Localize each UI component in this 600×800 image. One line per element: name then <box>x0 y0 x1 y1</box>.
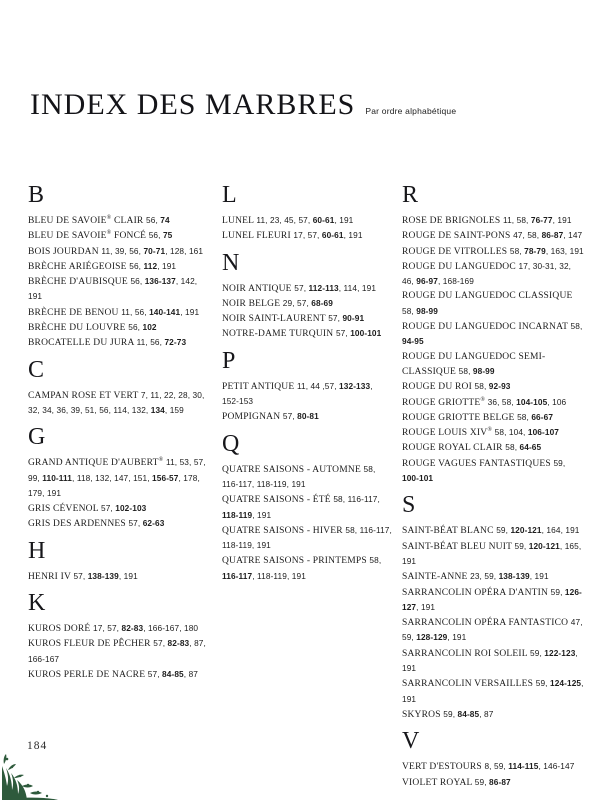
index-entry <box>402 379 584 394</box>
page-ref-primary: 110-111 <box>42 472 73 483</box>
index-entry <box>402 615 584 646</box>
index-entry <box>402 569 584 584</box>
page-ref-primary: 90-91 <box>342 313 365 324</box>
page-ref: 29, 57, <box>282 297 312 308</box>
page-ref-primary: 128-129 <box>416 632 448 643</box>
page-ref-primary: 156-57 <box>152 472 179 483</box>
marble-name: NOIR SAINT-LAURENT <box>222 314 326 325</box>
page-ref: 56, <box>146 215 161 225</box>
index-entry <box>222 379 392 410</box>
index-entry <box>402 319 584 350</box>
index-section-l <box>222 182 392 244</box>
page-ref: 11, 23, 45, 57, <box>256 215 313 225</box>
page-ref: 57, <box>100 503 116 514</box>
page-ref-primary: 116-117 <box>222 570 253 581</box>
page-ref: 23, 59, <box>470 571 499 582</box>
page-ref-primary: 82-83 <box>121 623 144 634</box>
index-entry <box>28 228 212 243</box>
index-entry <box>28 305 212 320</box>
index-entry <box>402 539 584 570</box>
page-ref: 57, <box>282 411 298 422</box>
index-entry <box>222 523 392 554</box>
page-ref: , 147 <box>563 230 583 241</box>
page-ref: , 191 <box>552 215 572 225</box>
page-ref: 17, 30-31, 32, 46, <box>402 260 572 287</box>
page-ref: 57, <box>153 638 168 649</box>
index-entry <box>28 213 212 228</box>
section-letter: S <box>402 492 416 519</box>
page-ref-primary: 86-87 <box>541 230 564 241</box>
marble-name: ROUGE GRIOTTE® <box>402 396 486 408</box>
marble-name: ROUGE GRIOTTE BELGE <box>402 412 515 423</box>
marble-name: ROUGE VAGUES FANTASTIQUES <box>402 458 551 469</box>
index-entry <box>402 440 584 455</box>
marble-name: ROUGE DE VITROLLES <box>402 246 508 257</box>
page-ref-primary: 70-71 <box>143 245 166 256</box>
page-ref: , 191 <box>447 632 467 643</box>
page-ref: , 191 <box>343 230 363 241</box>
page-ref: , 142, 191 <box>28 276 198 302</box>
section-letter: R <box>402 182 419 208</box>
section-letter: K <box>28 590 46 617</box>
index-entry <box>402 775 584 790</box>
marble-name: KUROS PERLE DE NACRE <box>28 669 146 680</box>
registered-mark: ® <box>158 457 164 464</box>
page-ref-primary: 112 <box>143 260 158 271</box>
page-ref: 58, <box>369 555 382 566</box>
index-section-c <box>28 357 212 419</box>
index-entry <box>222 462 392 493</box>
page-ref: 57, <box>328 313 343 324</box>
page-ref-primary: 76-77 <box>530 215 553 225</box>
index-section-h <box>28 538 212 584</box>
page-ref: , 191 <box>402 678 584 704</box>
page-ref-primary: 120-121 <box>528 540 560 551</box>
index-column <box>402 182 594 790</box>
section-letter: G <box>28 424 46 451</box>
page-ref-primary: 96-97 <box>416 276 438 287</box>
marble-name: ROUGE DU LANGUEDOC <box>402 261 516 272</box>
marble-name: QUATRE SAISONS - ÉTÉ <box>222 495 331 506</box>
registered-mark: ® <box>480 396 486 403</box>
page-ref: 58, <box>570 321 583 332</box>
marble-name: BOIS JOURDAN <box>28 246 99 257</box>
page-ref-primary: 122-123 <box>544 647 576 658</box>
page-ref: 17, 57, <box>293 230 322 241</box>
marble-name: HENRI IV <box>28 571 71 582</box>
marble-name: BLEU DE SAVOIE® CLAIR <box>28 214 144 226</box>
marble-name: SARRANCOLIN VERSAILLES <box>402 679 534 690</box>
page-ref: 58, <box>517 411 532 422</box>
marble-name: BROCATELLE DU JURA <box>28 338 134 349</box>
page-ref-primary: 132-133 <box>339 380 371 391</box>
index-entry <box>28 274 212 305</box>
page-ref: , 118, 132, 147, 151, <box>72 472 153 483</box>
section-letter: L <box>222 182 237 208</box>
page-ref: 47, 58, <box>513 230 542 241</box>
marble-name: KUROS FLEUR DE PÊCHER <box>28 639 151 650</box>
page-ref: , 164, 191 <box>541 525 580 536</box>
index-entry <box>28 388 212 419</box>
page-number: 184 <box>27 740 48 752</box>
page-ref: , 87 <box>479 708 494 719</box>
page-ref: , 191 <box>334 215 354 225</box>
index-columns <box>28 182 594 790</box>
index-entry <box>28 667 212 682</box>
page-ref: , 191 <box>157 260 177 271</box>
page-header <box>30 88 580 122</box>
page-ref: 59, <box>514 540 529 551</box>
index-entry <box>222 409 392 424</box>
index-entry <box>402 395 584 410</box>
marble-name: LUNEL <box>222 216 254 226</box>
index-entry <box>28 501 212 516</box>
index-column <box>28 182 222 790</box>
page-ref: , 159 <box>164 404 184 415</box>
registered-mark: ® <box>106 214 112 221</box>
page-ref-primary: 86-87 <box>489 776 511 787</box>
marble-name: PETIT ANTIQUE <box>222 381 295 392</box>
page-ref: 59, <box>530 647 545 658</box>
index-section-n <box>222 250 392 342</box>
page-ref: 57, <box>335 328 351 339</box>
index-entry <box>28 516 212 531</box>
marble-name: SKYROS <box>402 709 441 720</box>
page-ref-primary: 62-63 <box>142 518 165 529</box>
index-entry <box>402 410 584 425</box>
page-ref-primary: 138-139 <box>498 571 530 582</box>
section-letter: V <box>402 728 420 755</box>
index-entry <box>402 259 584 290</box>
page-ref: 56, <box>128 322 143 333</box>
index-section-g <box>28 424 212 531</box>
marble-name: ROUGE ROYAL CLAIR <box>402 443 503 454</box>
index-section-v <box>402 728 584 790</box>
page-ref-primary: 114-115 <box>508 761 539 772</box>
marble-name: GRIS CÉVENOL <box>28 504 99 515</box>
page-ref-primary: 118-119 <box>222 509 253 520</box>
page-ref: 56, <box>129 260 144 271</box>
marble-name: KUROS DORÉ <box>28 624 91 635</box>
page-ref: 58, 104, <box>494 427 528 438</box>
page-ref: 58, <box>474 381 489 392</box>
marble-name: VERT D'ESTOURS <box>402 762 482 773</box>
page-ref: , 191 <box>180 306 200 317</box>
page-ref: , 191 <box>529 571 549 582</box>
marble-name: SAINTE-ANNE <box>402 572 468 583</box>
page-ref: , 191 <box>118 570 138 581</box>
marble-name: ROUGE LOUIS XIV® <box>402 427 493 439</box>
page-ref-primary: 72-73 <box>164 337 187 348</box>
marble-name: NOIR ANTIQUE <box>222 283 292 294</box>
page-ref-primary: 60-61 <box>312 215 335 225</box>
page-ref-primary: 80-81 <box>297 411 319 422</box>
page-ref: 58, <box>505 442 520 453</box>
index-entry <box>28 259 212 274</box>
marble-name: BRÈCHE D'AUBISQUE <box>28 277 128 288</box>
page-ref-primary: 138-139 <box>87 570 119 581</box>
page-ref: 59, <box>496 525 511 536</box>
marble-name: SAINT-BÉAT BLANC <box>402 526 494 537</box>
marble-name: SAINT-BÉAT BLEU NUIT <box>402 541 512 552</box>
page-ref: , 165, 191 <box>402 540 582 566</box>
index-entry <box>402 350 584 380</box>
page-ref-primary: 94-95 <box>402 336 424 347</box>
page-ref: 59, <box>443 708 458 719</box>
page-ref: 8, 59, <box>484 761 509 772</box>
page-ref: 58, 116-117, 118-119, 191 <box>222 524 392 551</box>
marble-name: VIOLET ROYAL <box>402 777 473 788</box>
marble-name: BRÈCHE ARIÉGEOISE <box>28 261 127 272</box>
page-ref: 56, <box>148 230 163 241</box>
page-ref-primary: 92-93 <box>488 381 511 392</box>
marble-name: SARRANCOLIN ROI SOLEIL <box>402 648 528 659</box>
index-entry <box>28 636 212 667</box>
marble-name: ROUGE DU LANGUEDOC CLASSIQUE <box>402 291 573 302</box>
page-ref: , 106 <box>547 396 567 407</box>
page-ref: 11, 56, <box>121 306 150 317</box>
page-ref-primary: 120-121 <box>510 525 542 536</box>
page-ref-primary: 60-61 <box>321 230 344 241</box>
marble-name: ROUGE DU LANGUEDOC SEMI-CLASSIQUE <box>402 351 546 377</box>
page-ref: 11, 39, 56, <box>101 245 144 256</box>
index-entry <box>28 320 212 335</box>
marble-name: BRÈCHE DE BENOU <box>28 307 119 318</box>
marble-name: QUATRE SAISONS - AUTOMNE <box>222 464 361 475</box>
page-ref: 58, <box>402 305 417 316</box>
marble-name: LUNEL FLEURI <box>222 231 291 242</box>
page-ref: , 168-169 <box>437 276 474 287</box>
index-section-k <box>28 590 212 682</box>
index-entry <box>28 244 212 259</box>
page-ref-primary: 98-99 <box>416 305 438 316</box>
page-ref: 58, <box>458 365 473 376</box>
index-entry <box>402 425 584 440</box>
page-ref-primary: 100-101 <box>402 473 434 484</box>
page-ref-primary: 84-85 <box>457 708 480 719</box>
page-ref-primary: 66-67 <box>531 411 554 422</box>
marble-name: CAMPAN ROSE ET VERT <box>28 390 139 401</box>
index-entry <box>402 523 584 538</box>
page-ref: 59, <box>535 678 550 689</box>
section-letter: H <box>28 537 46 564</box>
page-title: INDEX DES MARBRES <box>30 88 356 121</box>
index-entry <box>222 228 392 243</box>
page-ref: , 87, 166-167 <box>28 638 206 664</box>
index-section-q <box>222 431 392 584</box>
page-ref: , 128, 161 <box>165 245 204 256</box>
marble-name: QUATRE SAISONS - PRINTEMPS <box>222 556 367 567</box>
index-section-s <box>402 492 584 722</box>
page-ref: 57, <box>73 570 88 581</box>
marble-name: BRÈCHE DU LOUVRE <box>28 323 126 334</box>
registered-mark: ® <box>487 427 493 433</box>
page-ref: 17, 57, <box>93 623 122 634</box>
index-section-r <box>402 182 584 486</box>
page-ref-primary: 68-69 <box>311 297 333 308</box>
page-ref-primary: 75 <box>162 230 173 241</box>
index-entry <box>402 244 584 259</box>
index-entry <box>222 296 392 311</box>
index-entry <box>222 213 392 228</box>
index-entry <box>222 281 392 296</box>
index-entry <box>222 492 392 523</box>
page-ref: , 146-147 <box>538 761 575 772</box>
index-entry <box>222 326 392 341</box>
section-letter: Q <box>222 430 240 457</box>
page-ref-primary: 64-65 <box>519 442 542 453</box>
index-entry <box>402 676 584 707</box>
marble-name: SARRANCOLIN OPÉRA D'ANTIN <box>402 587 549 598</box>
page-ref-primary: 102 <box>142 322 157 333</box>
page-ref-primary: 112-113 <box>308 282 339 293</box>
section-letter: P <box>222 347 236 374</box>
page-ref-primary: 106-107 <box>527 427 560 438</box>
page-ref: 56, <box>130 276 145 287</box>
page-ref: , 114, 191 <box>338 282 377 293</box>
page-ref: 7, 11, 22, 28, 30, 32, 34, 36, 39, 51, 56, 114, 132, <box>28 389 205 415</box>
index-entry <box>402 228 584 243</box>
page-ref: , 191 <box>252 509 272 520</box>
page-ref: , 118-119, 191 <box>252 570 306 581</box>
page-ref-primary: 98-99 <box>472 365 495 376</box>
index-entry <box>402 456 584 487</box>
page-ref: 57, <box>147 668 163 679</box>
index-entry <box>402 646 584 677</box>
index-section-b <box>28 182 212 351</box>
marble-name: QUATRE SAISONS - HIVER <box>222 525 343 536</box>
page-ref: , 163, 191 <box>545 245 584 256</box>
page-ref-primary: 104-105 <box>516 396 548 407</box>
page-ref: 57, <box>294 282 309 293</box>
section-letter: B <box>28 182 45 208</box>
botanical-corner-flourish-icon <box>0 752 58 800</box>
index-section-p <box>222 348 392 425</box>
page-ref-primary: 74 <box>160 215 170 225</box>
index-entry <box>222 553 392 584</box>
page-ref-primary: 136-137 <box>144 276 176 287</box>
marble-name: NOTRE-DAME TURQUIN <box>222 329 334 340</box>
registered-mark: ® <box>106 230 112 237</box>
index-entry <box>28 335 212 350</box>
marble-name: NOIR BELGE <box>222 298 281 309</box>
page-ref: 59, <box>550 586 565 597</box>
page-subtitle: Par ordre alphabétique <box>365 106 457 116</box>
page-ref: , 191 <box>402 647 578 674</box>
index-entry <box>28 621 212 636</box>
index-column <box>222 182 402 790</box>
page-ref-primary: 134 <box>150 404 165 415</box>
section-letter: N <box>222 249 240 276</box>
marble-name: SARRANCOLIN OPÉRA FANTASTICO <box>402 618 569 629</box>
page-ref-primary: 126-127 <box>402 586 582 612</box>
marble-name: GRAND ANTIQUE D'AUBERT® <box>28 457 164 469</box>
index-entry <box>402 759 584 774</box>
index-entry <box>402 707 584 722</box>
page-ref: , 166-167, 180 <box>143 623 199 634</box>
marble-name: ROUGE DE SAINT-PONS <box>402 231 511 242</box>
page-ref: 57, <box>128 518 143 529</box>
page-ref-primary: 78-79 <box>524 245 546 256</box>
page-ref: 58, 116-117, <box>333 494 380 505</box>
page-ref: 47, 59, <box>402 617 583 643</box>
index-entry <box>402 585 584 616</box>
marble-name: ROUGE DU LANGUEDOC INCARNAT <box>402 322 568 333</box>
index-entry <box>222 311 392 326</box>
page-ref: 11, 56, <box>136 337 165 348</box>
page-ref-primary: 102-103 <box>115 503 147 514</box>
page-ref-primary: 140-141 <box>149 306 181 317</box>
page-ref: 36, 58, <box>487 396 517 407</box>
index-entry <box>402 289 584 319</box>
marble-name: POMPIGNAN <box>222 412 281 423</box>
page-ref: 58, 116-117, 118-119, 191 <box>222 463 376 489</box>
index-entry <box>402 213 584 228</box>
marble-name: BLEU DE SAVOIE® FONCÉ <box>28 230 147 242</box>
page-ref-primary: 124-125 <box>550 678 582 689</box>
index-entry <box>28 569 212 584</box>
page-ref: , 178, 179, 191 <box>28 472 200 498</box>
page-ref: , 87 <box>183 668 199 679</box>
marble-name: GRIS DES ARDENNES <box>28 519 126 530</box>
page-ref: 11, 53, 57, 99, <box>28 457 206 483</box>
page-ref-primary: 100-101 <box>350 328 382 339</box>
page-ref: 11, 44 ,57, <box>296 380 340 391</box>
page-ref-primary: 82-83 <box>167 638 190 649</box>
section-letter: C <box>28 356 45 383</box>
index-entry <box>28 455 212 501</box>
page-ref: 58, <box>509 245 525 256</box>
marble-name: ROSE DE BRIGNOLES <box>402 216 501 226</box>
page-ref-primary: 84-85 <box>162 668 184 679</box>
page-ref: , 152-153 <box>222 380 373 407</box>
marble-name: ROUGE DU ROI <box>402 382 472 393</box>
page-ref: 59, <box>474 776 490 787</box>
page-ref: 59, <box>553 457 566 468</box>
page-ref: 11, 58, <box>502 215 531 225</box>
page-ref: , 191 <box>416 601 436 612</box>
